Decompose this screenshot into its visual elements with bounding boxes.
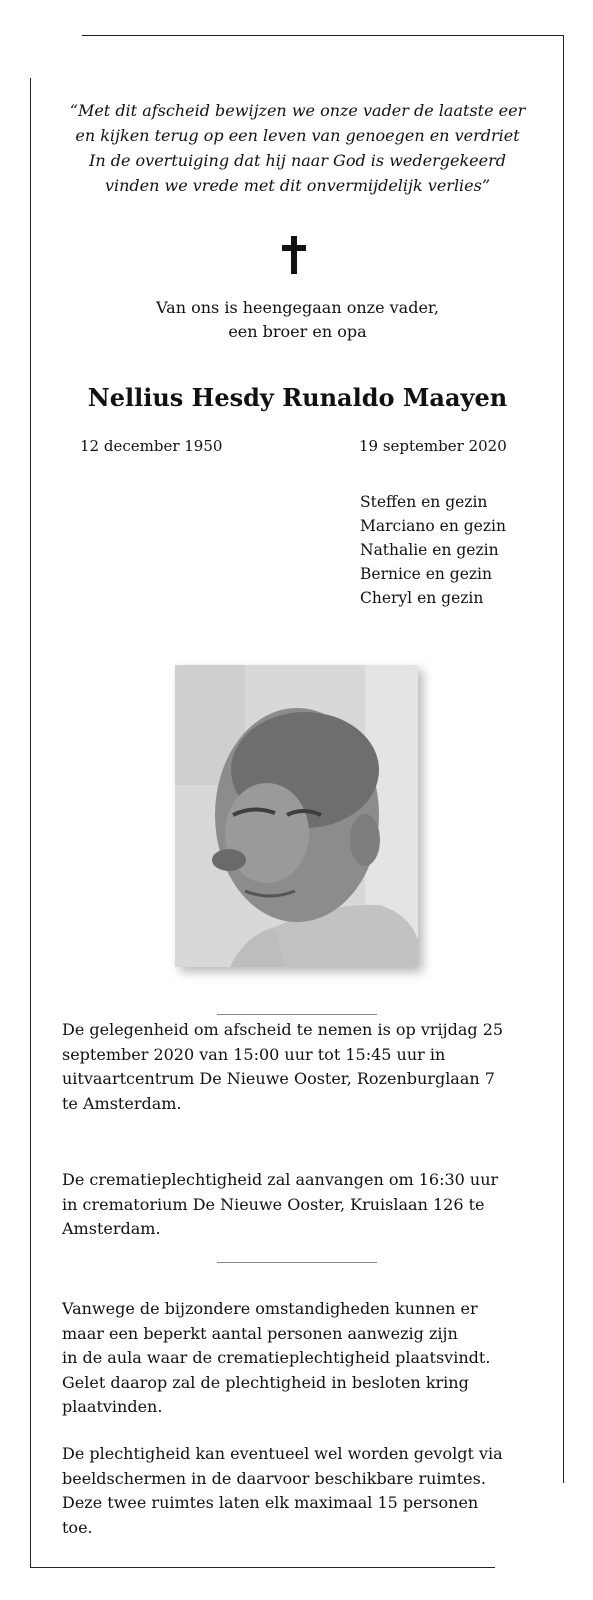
paragraph-line: uitvaartcentrum De Nieuwe Ooster, Rozenburglaan 7 (62, 1069, 495, 1088)
family-member: Marciano en gezin (360, 517, 506, 535)
family-member: Steffen en gezin (360, 493, 488, 511)
paragraph-line: Vanwege de bijzondere omstandigheden kunnen er (62, 1299, 478, 1318)
quote-line: vinden we vrede met dit onvermijdelijk verlies” (104, 176, 491, 195)
section-divider (217, 1262, 377, 1263)
cremation-info (62, 1168, 557, 1242)
farewell-info (62, 1018, 557, 1116)
paragraph-line: in de aula waar de crematieplechtigheid plaatsvindt. (62, 1348, 491, 1367)
paragraph-line: Amsterdam. (62, 1219, 161, 1238)
portrait-photo (175, 665, 418, 967)
intro-line: Van ons is heengegaan onze vader, (156, 298, 439, 317)
birth-date: 12 december 1950 (80, 437, 223, 455)
memorial-quote (40, 98, 555, 198)
announcement-intro (40, 296, 555, 344)
quote-line: In de overtuiging dat hij naar God is wedergekeerd (89, 151, 506, 170)
family-member: Cheryl en gezin (360, 589, 484, 607)
paragraph-line: september 2020 van 15:00 uur tot 15:45 uur in (62, 1044, 446, 1064)
quote-line: “Met dit afscheid bewijzen we onze vader de laatste eer (69, 101, 526, 120)
family-member: Bernice en gezin (360, 565, 492, 583)
section-divider (217, 1014, 377, 1015)
cross-icon (279, 236, 309, 274)
paragraph-line: Deze twee ruimtes laten elk maximaal 15 personen (62, 1493, 479, 1512)
intro-line: een broer en opa (228, 322, 367, 341)
family-member: Nathalie en gezin (360, 541, 499, 559)
paragraph-line: maar een beperkt aantal personen aanwezig zijn (62, 1323, 458, 1343)
paragraph-line: plaatvinden. (62, 1397, 163, 1416)
paragraph-line: Gelet daarop zal de plechtigheid in besloten kring (62, 1372, 469, 1392)
paragraph-line: De plechtigheid kan eventueel wel worden gevolgt via (62, 1444, 503, 1463)
paragraph-line: te Amsterdam. (62, 1093, 182, 1113)
frame-border-left (30, 78, 31, 1568)
screening-notice (62, 1442, 557, 1540)
quote-line: en kijken terug op een leven van genoegen en verdriet (75, 126, 520, 145)
frame-border-top (82, 35, 564, 36)
paragraph-line: De crematieplechtigheid zal aanvangen om 16:30 uur (62, 1170, 499, 1189)
paragraph-line: toe. (62, 1517, 93, 1537)
paragraph-line: in crematorium De Nieuwe Ooster, Kruislaan 126 te (62, 1194, 485, 1214)
frame-border-right (563, 35, 564, 1483)
death-date: 19 september 2020 (359, 437, 507, 455)
paragraph-line: beeldschermen in de daarvoor beschikbare ruimtes. (62, 1468, 486, 1488)
attendance-notice (62, 1297, 557, 1420)
deceased-name: Nellius Hesdy Runaldo Maayen (87, 383, 508, 412)
paragraph-line: De gelegenheid om afscheid te nemen is op vrijdag 25 (62, 1020, 504, 1039)
family-list (360, 490, 506, 610)
frame-border-bottom (30, 1567, 495, 1568)
